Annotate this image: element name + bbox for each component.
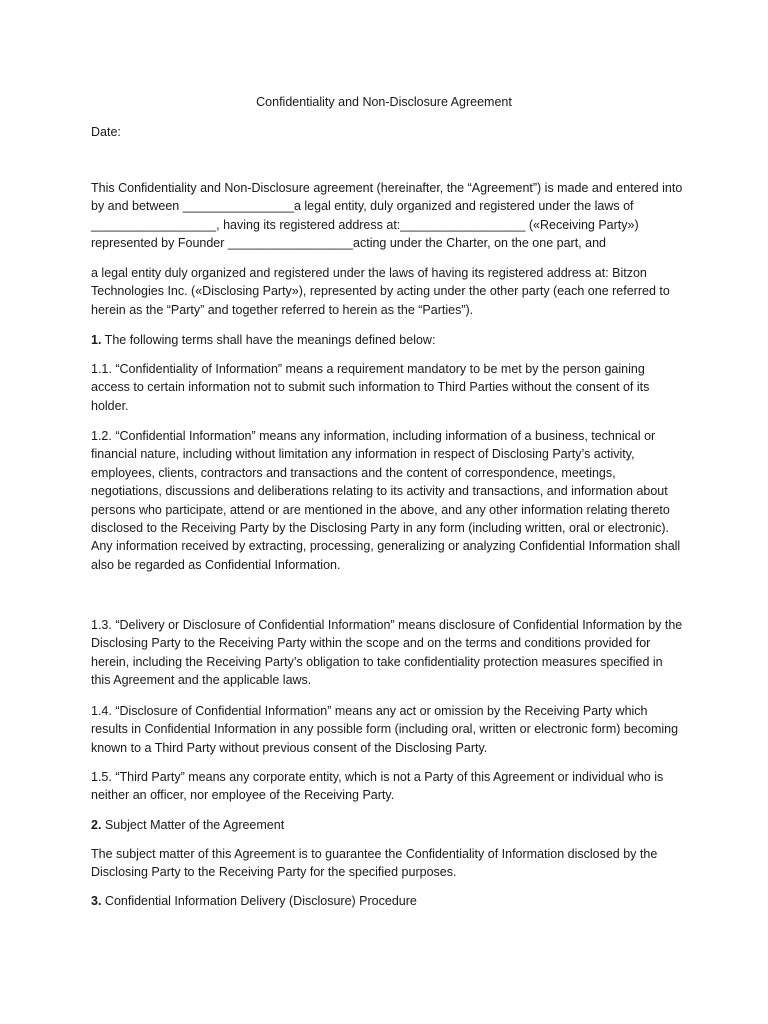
date-label: Date:: [91, 125, 121, 139]
section-1-heading-text: The following terms shall have the meanings defined below:: [101, 333, 436, 347]
document-title: Confidentiality and Non-Disclosure Agreement: [256, 95, 512, 109]
intro-paragraph: This Confidentiality and Non-Disclosure agreement (hereinafter, the “Agreement”) is made and entered into by and between ________________a legal entity, duly organized and registered under the laws of __________________, having its registered address at:__________________ («Receiving Party») represented by Founder __________________acting under the Charter, on the one part, and: [91, 181, 683, 251]
section-3-heading-text: Confidential Information Delivery (Disclosure) Procedure: [101, 894, 417, 908]
clause-1-3: 1.3. “Delivery or Disclosure of Confidential Information” means disclosure of Confidential Information by the Disclosing Party to the Receiving Party within the scope and on the terms and conditions provided for herein, including the Receiving Party’s obligation to take confidentiality protection measures specified in this Agreement and the applicable laws.: [91, 618, 683, 688]
section-3-heading: [91, 892, 683, 910]
clause-1-5: 1.5. “Third Party” means any corporate entity, which is not a Party of this Agreement or individual who is neither an officer, nor employee of the Receiving Party.: [91, 770, 664, 803]
section-3-number: 3.: [91, 894, 102, 908]
section-1-heading: [91, 331, 683, 349]
section-1-number: 1.: [91, 333, 102, 347]
section-2-heading-text: Subject Matter of the Agreement: [101, 818, 285, 832]
clause-1-2: 1.2. “Confidential Information” means any information, including information of a business, technical or financial nature, including without limitation any information in respect of Disclosing Party’s activity, employees, clients, contractors and transactions and the content of correspondence, meetings, negotiations, discussions and deliberations relating to its activity and transactions, and information about persons who participate, attend or are mentioned in the above, and any other information relating thereto disclosed to the Receiving Party by the Disclosing Party in any form (including written, oral or electronic). Any information received by extracting, processing, generalizing or analyzing Confidential Information shall also be regarded as Confidential Information.: [91, 429, 681, 572]
section-2-body: The subject matter of this Agreement is to guarantee the Confidentiality of Information disclosed by the Disclosing Party to the Receiving Party for the specified purposes.: [91, 847, 658, 880]
clause-1-1: 1.1. “Confidentiality of Information” means a requirement mandatory to be met by the person gaining access to certain information not to submit such information to Third Parties without the consent of its holder.: [91, 362, 650, 413]
clause-1-4: 1.4. “Disclosure of Confidential Information” means any act or omission by the Receiving Party which results in Confidential Information in any possible form (including oral, written or electronic form) becoming known to a Third Party without previous consent of the Disclosing Party.: [91, 704, 679, 755]
party-two-paragraph: a legal entity duly organized and registered under the laws of having its registered address at: Bitzon Technologies Inc. («Disclosing Party»), represented by acting under the other party (each one referred to herein as the “Party” and together referred to herein as the “Parties”).: [91, 266, 670, 317]
section-2-number: 2.: [91, 818, 102, 832]
section-2-heading: [91, 816, 683, 834]
